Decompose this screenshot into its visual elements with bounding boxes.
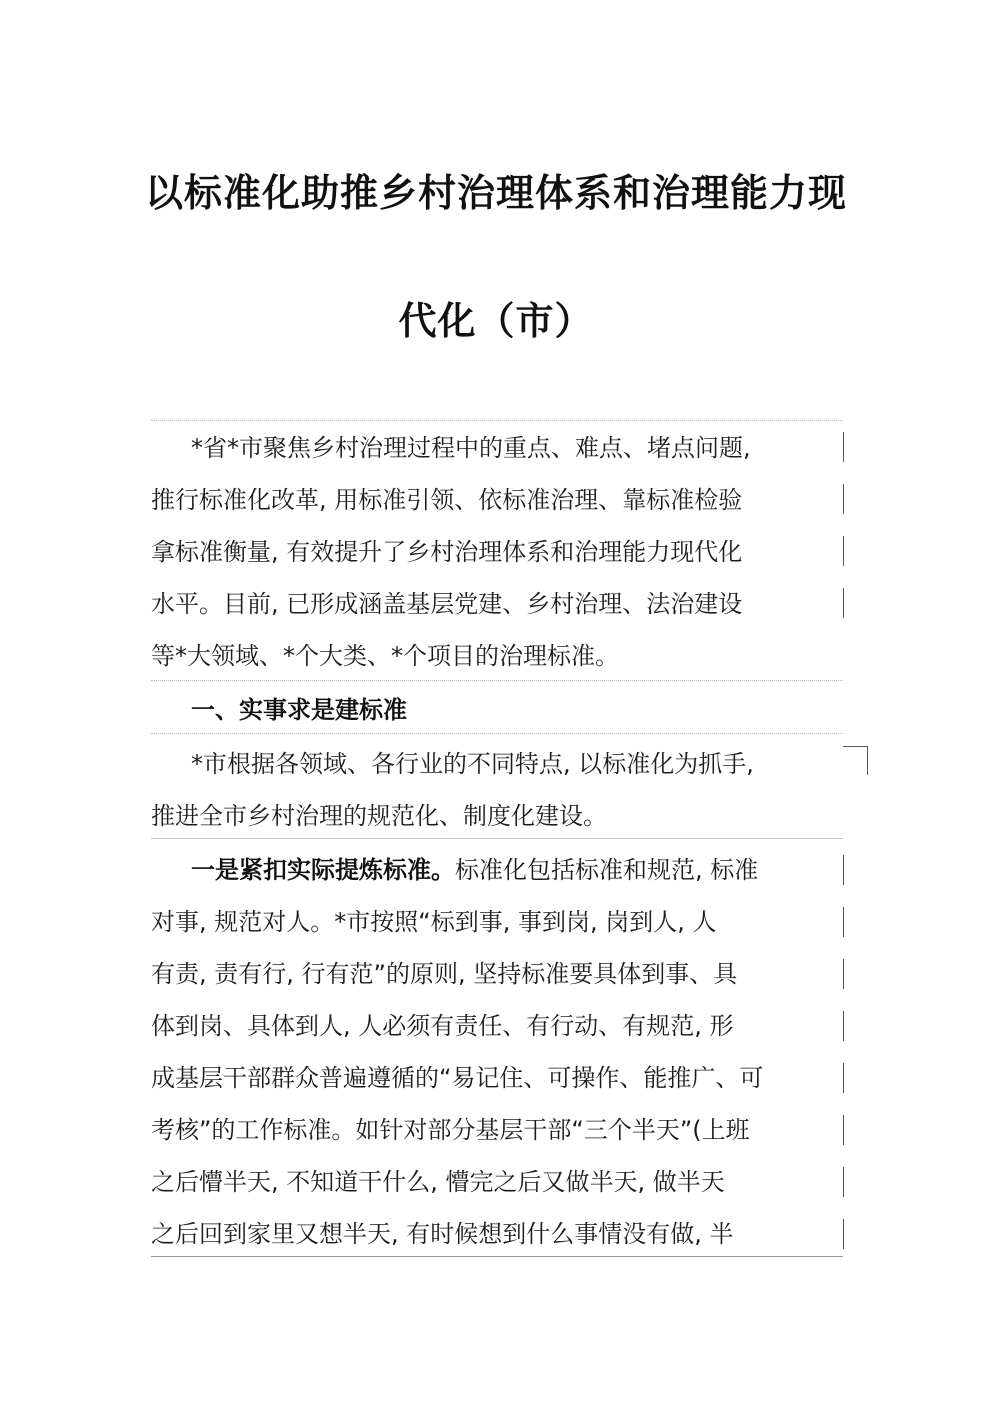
divider	[151, 680, 843, 681]
margin-bar	[843, 432, 844, 462]
margin-bar	[843, 1011, 844, 1041]
margin-bar	[843, 1167, 844, 1197]
paragraph-line: *省*市聚焦乡村治理过程中的重点、难点、堵点问题,	[191, 434, 751, 462]
paragraph-line: 水平。目前, 已形成涵盖基层党建、乡村治理、法治建设	[151, 590, 743, 618]
section-heading: 一、实事求是建标准	[191, 696, 407, 724]
paragraph-line: 之后懵半天, 不知道干什么, 懵完之后又做半天, 做半天	[151, 1168, 725, 1196]
divider	[151, 420, 843, 421]
paragraph-line: 等*大领域、*个大类、*个项目的治理标准。	[151, 642, 619, 670]
document-title-line-2: 代化（市）	[398, 298, 594, 343]
paragraph-line	[151, 850, 843, 890]
divider	[151, 1256, 843, 1257]
paragraph-line: 推进全市乡村治理的规范化、制度化建设。	[151, 802, 607, 830]
margin-bar	[843, 855, 844, 885]
margin-bar	[843, 588, 844, 618]
margin-bar	[843, 484, 844, 514]
paragraph-line: 推行标准化改革, 用标准引领、依标准治理、靠标准检验	[151, 486, 743, 514]
paragraph-line: 成基层干部群众普遍遵循的“易记住、可操作、能推广、可	[151, 1064, 764, 1092]
paragraph-line: 有责, 责有行, 行有范”的原则, 坚持标准要具体到事、具	[151, 960, 738, 988]
paragraph-line: 考核”的工作标准。如针对部分基层干部“三个半天”(上班	[151, 1116, 750, 1144]
paragraph-line: 体到岗、具体到人, 人必须有责任、有行动、有规范, 形	[151, 1012, 734, 1040]
document-title-line-1: 以标准化助推乡村治理体系和治理能力现	[144, 170, 847, 215]
margin-bar	[843, 1063, 844, 1093]
margin-bar	[843, 959, 844, 989]
paragraph-line: 对事, 规范对人。*市按照“标到事, 事到岗, 岗到人, 人	[151, 908, 717, 936]
point-text: 标准化包括标准和规范, 标准	[455, 856, 759, 884]
paragraph-line: 拿标准衡量, 有效提升了乡村治理体系和治理能力现代化	[151, 538, 743, 566]
paragraph-line: *市根据各领域、各行业的不同特点, 以标准化为抓手,	[191, 750, 754, 778]
margin-bar	[843, 907, 844, 937]
paragraph-line: 之后回到家里又想半天, 有时候想到什么事情没有做, 半	[151, 1220, 734, 1248]
margin-corner	[843, 746, 868, 775]
divider	[151, 838, 843, 839]
point-lead: 一是紧扣实际提炼标准。	[191, 856, 455, 884]
margin-bar	[843, 1219, 844, 1249]
divider	[151, 733, 843, 734]
margin-bar	[843, 536, 844, 566]
margin-bar	[843, 1115, 844, 1145]
